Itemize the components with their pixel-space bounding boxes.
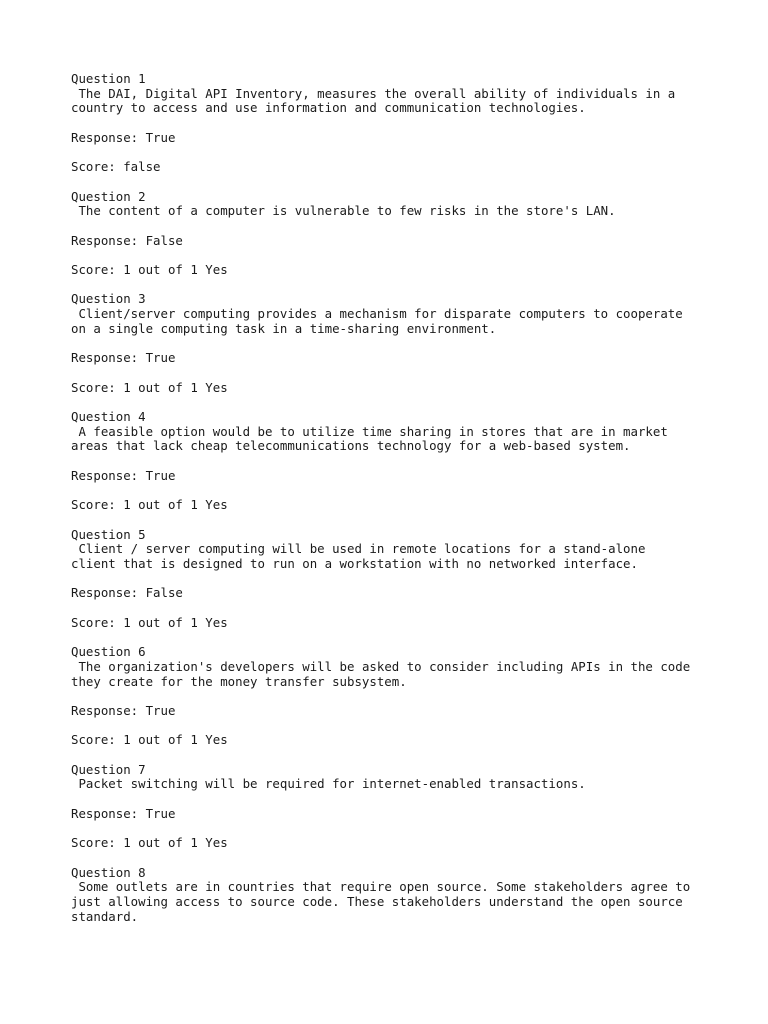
question-text: Client/server computing provides a mechanism for disparate computers to cooperate on a single computing task in a time-sharing environment. xyxy=(71,306,683,336)
question-title: Question 4 xyxy=(71,409,146,425)
question-3 xyxy=(71,292,711,395)
question-response: Response: False xyxy=(71,585,183,601)
question-score: Score: 1 out of 1 Yes xyxy=(71,614,228,630)
question-8 xyxy=(71,866,711,925)
question-score: Score: false xyxy=(71,159,161,175)
question-title: Question 1 xyxy=(71,71,146,86)
question-score: Score: 1 out of 1 Yes xyxy=(71,732,228,748)
question-6 xyxy=(71,645,711,748)
question-text: Packet switching will be required for internet-enabled transactions. xyxy=(71,776,586,792)
question-response: Response: True xyxy=(71,350,176,366)
question-response: Response: True xyxy=(71,805,176,821)
question-title: Question 7 xyxy=(71,761,146,777)
question-5 xyxy=(71,528,711,631)
question-title: Question 6 xyxy=(71,644,146,660)
question-title: Question 3 xyxy=(71,291,146,307)
question-text: The DAI, Digital API Inventory, measures the overall ability of individuals in a country to access and use information and communication technologies. xyxy=(71,85,676,116)
question-title: Question 2 xyxy=(71,188,146,204)
question-response: Response: True xyxy=(71,129,176,145)
question-score: Score: 1 out of 1 Yes xyxy=(71,379,228,395)
question-text: Client / server computing will be used in remote locations for a stand-alone client that is designed to run on a workstation with no networked interface. xyxy=(71,541,646,572)
question-title: Question 8 xyxy=(71,864,146,880)
question-1 xyxy=(71,72,711,175)
question-response: Response: True xyxy=(71,702,176,718)
question-text: The content of a computer is vulnerable to few risks in the store's LAN. xyxy=(71,203,616,219)
question-text: Some outlets are in countries that require open source. Some stakeholders agree to just allowing access to source code. These stakeholders understand the open source standard. xyxy=(71,879,691,924)
question-4 xyxy=(71,410,711,513)
question-response: Response: True xyxy=(71,467,176,483)
question-7 xyxy=(71,763,711,851)
question-score: Score: 1 out of 1 Yes xyxy=(71,835,228,851)
question-response: Response: False xyxy=(71,232,183,248)
question-score: Score: 1 out of 1 Yes xyxy=(71,497,228,513)
document-page xyxy=(71,72,711,924)
question-text: The organization's developers will be asked to consider including APIs in the code they create for the money transfer subsystem. xyxy=(71,658,691,689)
question-2 xyxy=(71,190,711,278)
question-title: Question 5 xyxy=(71,526,146,542)
question-text: A feasible option would be to utilize time sharing in stores that are in market areas that lack cheap telecommunications technology for a web-based system. xyxy=(71,423,668,454)
question-score: Score: 1 out of 1 Yes xyxy=(71,262,228,278)
